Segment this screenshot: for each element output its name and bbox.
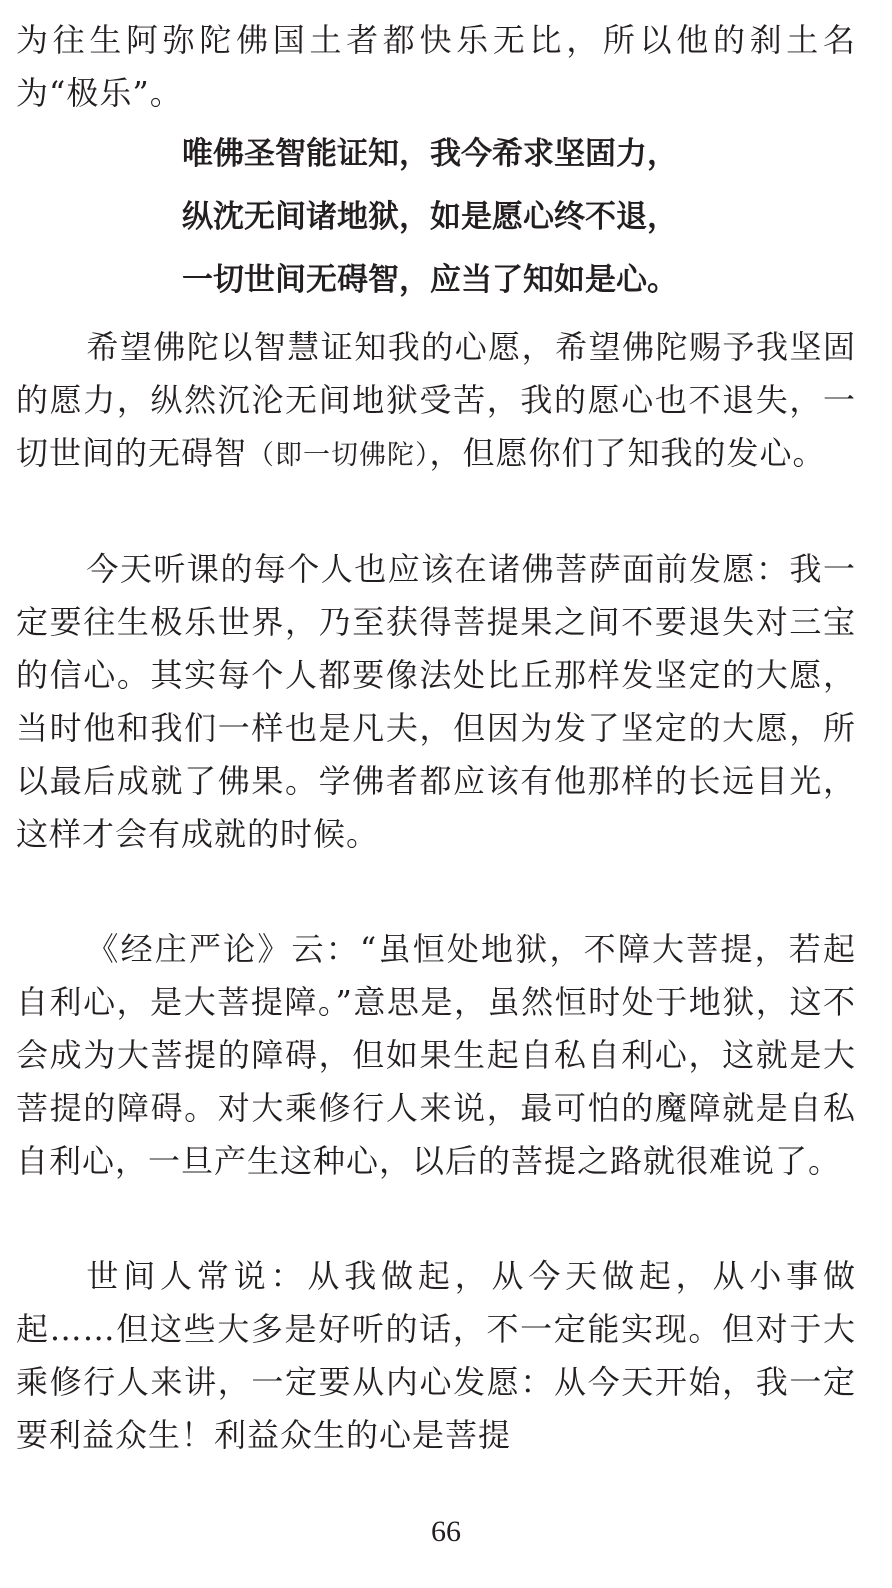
paragraph-wish xyxy=(16,321,856,482)
paragraph-world xyxy=(16,1250,856,1462)
paragraph-wish-part1: 希望佛陀以智慧证知我的心愿，希望佛陀赐予我坚固的愿力，纵然沉沦无间地狱受苦，我的愿心也不退失，一切世间的无碍智 xyxy=(16,328,856,472)
paragraph-sutra-text: 《经庄严论》云：“虽恒处地狱，不障大菩提，若起自利心，是大菩提障。”意思是，虽然恒时处于地狱，这不会成为大菩提的障碍，但如果生起自私自利心，这就是大菩提的障碍。对大乘修行人来说，最可怕的魔障就是自私自利心，一旦产生这种心，以后的菩提之路就很难说了。 xyxy=(16,930,856,1180)
paragraph-class xyxy=(16,543,856,861)
paragraph-intro-text: 为往生阿弥陀佛国土者都快乐无比，所以他的刹土名为“极乐”。 xyxy=(16,21,856,112)
verse-line-2: 纵沈无间诸地狱，如是愿心终不退， xyxy=(182,199,678,235)
page-number: 66 xyxy=(431,1515,461,1548)
paragraph-wish-part2: ，但愿你们了知我的发心。 xyxy=(429,434,826,472)
paragraph-sutra xyxy=(16,923,856,1188)
paragraph-intro xyxy=(16,14,856,120)
verse-line-1: 唯佛圣智能证知，我今希求坚固力， xyxy=(182,136,678,172)
paragraph-world-text: 世间人常说：从我做起，从今天做起，从小事做起……但这些大多是好听的话，不一定能实现。但对于大乘修行人来讲，一定要从内心发愿：从今天开始，我一定要利益众生！利益众生的心是菩提 xyxy=(16,1257,856,1454)
paragraph-wish-note: （即一切佛陀） xyxy=(247,440,430,471)
verse-line-3: 一切世间无碍智，应当了知如是心。 xyxy=(182,262,678,298)
paragraph-class-text: 今天听课的每个人也应该在诸佛菩萨面前发愿：我一定要往生极乐世界，乃至获得菩提果之间不要退失对三宝的信心。其实每个人都要像法处比丘那样发坚定的大愿，当时他和我们一样也是凡夫，但因为发了坚定的大愿，所以最后成就了佛果。学佛者都应该有他那样的长远目光，这样才会有成就的时候。 xyxy=(16,550,856,853)
